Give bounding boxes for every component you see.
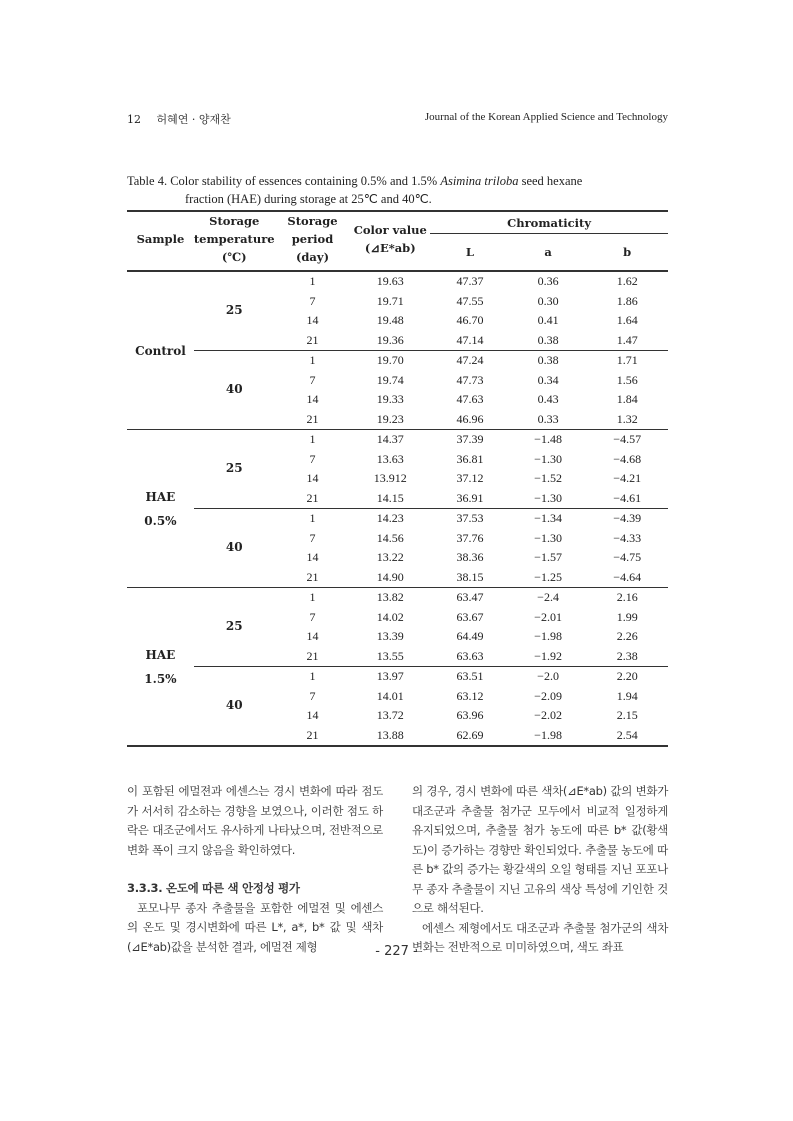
table-caption — [127, 172, 668, 208]
b-cell: −4.68 — [613, 451, 642, 466]
L-cell: 63.63 — [456, 648, 484, 663]
L-cell: 63.12 — [456, 688, 484, 703]
b-cell: 1.94 — [616, 688, 638, 703]
sample-label — [127, 271, 194, 430]
b-cell: 1.84 — [616, 392, 638, 406]
color-value-cell: 19.48 — [376, 313, 404, 327]
period-cell: 21 — [306, 411, 319, 426]
L-cell: 63.47 — [456, 590, 484, 604]
left-paragraph-2: 포모나무 종자 추출물을 포함한 에멀젼 및 에센스의 온도 및 경시변화에 따른 L*, a*, b* 값 및 색차(⊿E*ab)값을 분석한 결과, 에멀젼 제형 — [127, 900, 383, 954]
color-value-cell: 13.912 — [373, 471, 407, 485]
period-cell: 21 — [306, 727, 319, 742]
body-column-right — [412, 782, 668, 958]
L-cell: 47.14 — [456, 332, 484, 347]
b-cell: 1.47 — [616, 332, 638, 347]
a-cell: 0.41 — [537, 313, 559, 327]
b-cell: 1.64 — [616, 313, 638, 327]
b-cell: −4.33 — [613, 530, 642, 545]
b-cell: 1.32 — [616, 411, 638, 426]
period-cell: 1 — [275, 667, 351, 687]
L-cell: 37.76 — [456, 530, 484, 545]
period-cell: 7 — [309, 293, 316, 308]
header-chromaticity: Chromaticity — [430, 211, 668, 234]
period-cell: 14 — [306, 550, 319, 564]
color-stability-table — [127, 210, 668, 747]
period-cell: 14 — [306, 629, 319, 643]
table-row — [127, 271, 668, 292]
header-period-line3: (day) — [295, 250, 330, 264]
color-value-cell: 14.15 — [376, 490, 404, 505]
color-value-cell: 13.55 — [376, 648, 404, 663]
b-cell: 2.54 — [616, 727, 638, 742]
body-column-left — [127, 782, 383, 957]
table-row — [127, 430, 668, 450]
right-paragraph-1: 의 경우, 경시 변화에 따른 색차(⊿E*ab) 값의 변화가 대조군과 추출물 첨가군 모두에서 비교적 일정하게 유지되었으며, 추출물 첨가 농도에 따른 b* 값(황색도)이 증가하는 경향만 확인되었다. 추출물 농도에 따른 b* 값의 증가는 황갈색의 오일 형태를 지닌 포포나무 종자 추출물이 지닌 고유의 색상 특성에 기인한 것으로 해석된다. — [412, 784, 668, 915]
b-cell: 2.16 — [616, 590, 638, 604]
color-value-cell: 13.39 — [376, 629, 404, 643]
header-temperature-line2: temperature — [193, 232, 275, 246]
header-temperature-line3: (℃) — [221, 250, 247, 264]
journal-name: Journal of the Korean Applied Science and Technology — [424, 111, 668, 123]
period-cell: 1 — [275, 509, 351, 529]
header-b: b — [623, 245, 632, 259]
temperature-label: 40 — [194, 351, 275, 430]
L-cell: 47.63 — [456, 392, 484, 406]
sample-label-line: Control — [135, 343, 186, 358]
header-temperature — [194, 211, 275, 271]
b-cell: 2.26 — [616, 629, 638, 643]
color-value-cell: 14.02 — [376, 609, 404, 624]
color-value-cell: 14.90 — [376, 569, 404, 584]
a-cell: −1.30 — [534, 490, 562, 505]
a-cell: −2.02 — [534, 708, 562, 722]
b-cell: −4.75 — [613, 550, 642, 564]
a-cell: 0.30 — [537, 293, 559, 308]
temperature-label: 25 — [225, 461, 243, 476]
period-cell: 1 — [309, 274, 316, 288]
period-cell: 21 — [306, 569, 319, 584]
color-value-cell: 14.37 — [376, 432, 404, 446]
b-cell: 2.38 — [616, 648, 638, 663]
color-value-cell: 14.56 — [376, 530, 404, 545]
period-cell: 14 — [306, 708, 319, 722]
color-value-cell: 19.33 — [376, 392, 404, 406]
period-cell: 7 — [309, 372, 316, 387]
b-cell: 2.20 — [586, 667, 668, 687]
period-cell: 1 — [275, 351, 351, 371]
a-cell: 0.33 — [537, 411, 559, 426]
b-cell: −4.61 — [613, 490, 642, 505]
header-L: L — [465, 245, 474, 259]
a-cell: −1.25 — [534, 569, 562, 584]
sample-label-line: 1.5% — [144, 671, 177, 686]
L-cell: 64.49 — [456, 629, 484, 643]
caption-text-1: Color stability of essences containing 0.5% and 1.5% — [170, 174, 438, 188]
L-cell: 46.96 — [456, 411, 484, 426]
caption-text-2: seed hexane — [521, 174, 583, 188]
a-cell: −2.4 — [537, 590, 559, 604]
a-cell: −1.30 — [534, 530, 562, 545]
a-cell: −2.09 — [534, 688, 562, 703]
sample-label-line: HAE — [145, 647, 176, 662]
b-cell: −4.39 — [586, 509, 668, 529]
L-cell: 63.67 — [456, 609, 484, 624]
a-cell: −1.30 — [534, 451, 562, 466]
a-cell: 0.43 — [537, 392, 559, 406]
period-cell: 21 — [306, 332, 319, 347]
a-cell: 0.36 — [537, 274, 559, 288]
period-cell: 1 — [309, 590, 316, 604]
color-value-cell: 19.63 — [376, 274, 404, 288]
a-cell: −1.57 — [534, 550, 562, 564]
color-value-cell: 13.22 — [376, 550, 404, 564]
color-value-cell: 14.23 — [350, 509, 430, 529]
color-value-cell: 13.82 — [376, 590, 404, 604]
b-cell: 1.86 — [616, 293, 638, 308]
period-cell: 7 — [309, 530, 316, 545]
color-value-cell: 19.70 — [350, 351, 430, 371]
b-cell: 2.15 — [616, 708, 638, 722]
L-cell: 63.51 — [430, 667, 510, 687]
a-cell: −2.01 — [534, 609, 562, 624]
L-cell: 37.53 — [430, 509, 510, 529]
right-paragraph-2: 에센스 제형에서도 대조군과 추출물 첨가군의 색차 변화는 전반적으로 미미하였으며, 색도 좌표 — [412, 920, 668, 954]
period-cell: 14 — [306, 392, 319, 406]
table-row — [127, 588, 668, 608]
L-cell: 47.55 — [456, 293, 484, 308]
header-period-line1: Storage — [287, 214, 338, 228]
header-temperature-line1: Storage — [209, 214, 260, 228]
sample-label — [127, 588, 194, 747]
L-cell: 62.69 — [456, 727, 484, 742]
left-paragraph-1: 이 포함된 에멀젼과 에센스는 경시 변화에 따라 점도가 서서히 감소하는 경향을 보였으나, 이러한 점도 하락은 대조군에서도 유사하게 나타났으며, 전반적으로 변화 폭이 크지 않음을 확인하였다. — [127, 784, 383, 857]
b-cell: −4.64 — [613, 569, 642, 584]
color-value-cell: 19.36 — [376, 332, 404, 347]
a-cell: −1.34 — [510, 509, 587, 529]
color-value-cell: 13.72 — [376, 708, 404, 722]
a-cell: −1.92 — [534, 648, 562, 663]
header-color-value-line1: Color value — [353, 223, 427, 237]
header-period-line2: period — [291, 232, 334, 246]
L-cell: 46.70 — [456, 313, 484, 327]
header-period — [275, 211, 351, 271]
period-cell: 7 — [309, 609, 316, 624]
period-cell: 14 — [306, 471, 319, 485]
authors: 허혜연 · 양재찬 — [156, 113, 231, 126]
page-number: 12 — [127, 113, 141, 126]
period-cell: 1 — [309, 432, 316, 446]
temperature-label: 40 — [194, 509, 275, 588]
running-header-left — [127, 111, 231, 127]
L-cell: 38.15 — [456, 569, 484, 584]
b-cell: −4.57 — [613, 432, 642, 446]
color-value-cell: 13.97 — [350, 667, 430, 687]
header-color-value-line2: (⊿E*ab) — [364, 241, 416, 255]
L-cell: 47.24 — [430, 351, 510, 371]
color-value-cell: 19.71 — [376, 293, 404, 308]
header-a: a — [544, 245, 552, 259]
temperature-label: 25 — [225, 303, 243, 318]
header-sample: Sample — [127, 211, 194, 271]
color-value-cell: 13.88 — [376, 727, 404, 742]
table-body — [127, 271, 668, 746]
caption-line-2: fraction (HAE) during storage at 25℃ and 40℃. — [185, 192, 432, 206]
a-cell: −1.52 — [534, 471, 562, 485]
temperature-label: 25 — [225, 619, 243, 634]
L-cell: 36.81 — [456, 451, 484, 466]
L-cell: 37.39 — [456, 432, 484, 446]
period-cell: 7 — [309, 688, 316, 703]
table-row — [127, 351, 668, 371]
a-cell: 0.38 — [510, 351, 587, 371]
a-cell: −1.98 — [534, 629, 562, 643]
page-footer: - 227 - — [375, 944, 418, 959]
L-cell: 47.37 — [456, 274, 484, 288]
period-cell: 7 — [309, 451, 316, 466]
caption-label: Table 4. — [127, 174, 168, 188]
period-cell: 21 — [306, 648, 319, 663]
L-cell: 63.96 — [456, 708, 484, 722]
sample-label-line: HAE — [145, 489, 176, 504]
b-cell: 1.99 — [616, 609, 638, 624]
b-cell: 1.56 — [616, 372, 638, 387]
period-cell: 21 — [306, 490, 319, 505]
b-cell: 1.71 — [586, 351, 668, 371]
L-cell: 37.12 — [456, 471, 484, 485]
period-cell: 14 — [306, 313, 319, 327]
color-value-cell: 19.23 — [376, 411, 404, 426]
L-cell: 47.73 — [456, 372, 484, 387]
table-row — [127, 509, 668, 529]
L-cell: 38.36 — [456, 550, 484, 564]
section-title: 3.3.3. 온도에 따른 색 안정성 평가 — [127, 881, 300, 895]
b-cell: 1.62 — [616, 274, 638, 288]
caption-species: Asimina triloba — [440, 174, 519, 188]
a-cell: −1.48 — [534, 432, 562, 446]
header-color-value — [350, 211, 430, 271]
table-row — [127, 667, 668, 687]
a-cell: −2.0 — [510, 667, 587, 687]
temperature-label: 40 — [194, 667, 275, 747]
sample-label-line: 0.5% — [144, 513, 177, 528]
color-value-cell: 13.63 — [376, 451, 404, 466]
sample-label — [127, 430, 194, 588]
L-cell: 36.91 — [456, 490, 484, 505]
a-cell: 0.38 — [537, 332, 559, 347]
color-value-cell: 19.74 — [376, 372, 404, 387]
b-cell: −4.21 — [613, 471, 642, 485]
color-value-cell: 14.01 — [376, 688, 404, 703]
a-cell: 0.34 — [537, 372, 559, 387]
a-cell: −1.98 — [534, 727, 562, 742]
